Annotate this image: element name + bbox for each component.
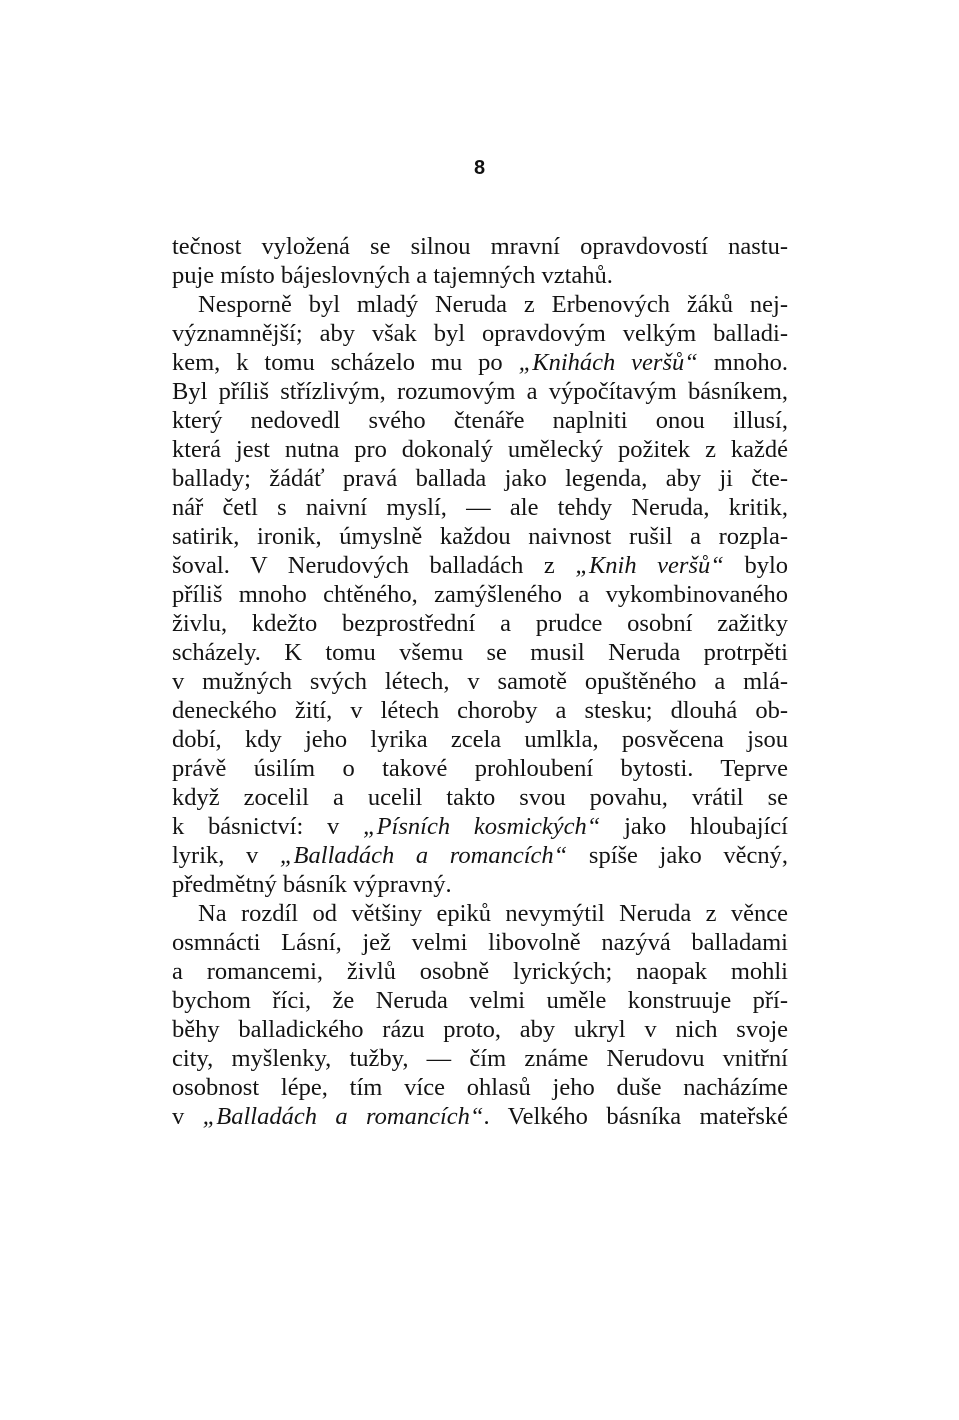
- text-line: ballady; žádáť pravá ballada jako legenda, aby ji čte-: [172, 465, 788, 492]
- book-title: „Knih veršů“: [575, 552, 724, 579]
- text-line: právě úsilím o takové prohloubení bytosti. Teprve: [172, 755, 788, 782]
- text-line: city, myšlenky, tužby, — čím známe Nerudovu vnitřní: [172, 1045, 788, 1072]
- text-line: živlu, kdežto bezprostřední a prudce osobní zažitky: [172, 610, 788, 637]
- text-line: když zocelil a ucelil takto svou povahu, vrátil se: [172, 784, 788, 811]
- text-line: satirik, ironik, úmyslně každou naivnost rušil a rozpla-: [172, 523, 788, 550]
- text-line: a romancemi, živlů osobně lyrických; naopak mohli: [172, 958, 788, 985]
- text-line: šoval. V Nerudových balladách z „Knih veršů“ bylo: [172, 552, 789, 579]
- text-line: kem, k tomu scházelo mu po „Knihách veršů“ mnoho.: [172, 349, 788, 376]
- text-line: k básnictví: v „Písních kosmických“ jako hloubající: [172, 813, 788, 840]
- text-line: osmnácti Lásní, jež velmi libovolně nazývá balladami: [172, 929, 788, 956]
- text-line: lyrik, v „Balladách a romancích“ spíše jako věcný,: [172, 842, 788, 869]
- text-line: významnější; aby však byl opravdovým velkým balladi-: [172, 320, 788, 347]
- book-title: „Písních kosmických“: [362, 813, 601, 840]
- text-line: který nedovedl svého čtenáře naplniti onou illusí,: [172, 407, 788, 434]
- text-line: příliš mnoho chtěného, zamýšleného a vykombinovaného: [172, 581, 788, 608]
- book-title: „Balladách a romancích“: [202, 1103, 484, 1130]
- text-line: bychom říci, že Neruda velmi uměle konstruuje pří-: [172, 987, 788, 1014]
- text-line: Byl příliš střízlivým, rozumovým a výpočítavým básníkem,: [172, 378, 788, 405]
- text-line: v mužných svých létech, v samotě opuštěného a mlá-: [172, 668, 788, 695]
- text-line: osobnost lépe, tím více ohlasů jeho duše nacházíme: [172, 1074, 788, 1101]
- body-text: [172, 232, 788, 1131]
- text-line: scházely. K tomu všemu se musil Neruda protrpěti: [172, 639, 788, 666]
- text-line: Na rozdíl od většiny epiků nevymýtil Neruda z věnce: [198, 900, 788, 927]
- text-line: dobí, kdy jeho lyrika zcela umlkla, posvěcena jsou: [172, 726, 788, 753]
- text-line: běhy balladického rázu proto, aby ukryl v nich svoje: [172, 1016, 788, 1043]
- text-line: v „Balladách a romancích“. Velkého básníka mateřské: [172, 1103, 788, 1130]
- text-line: předmětný básník výpravný.: [172, 871, 452, 898]
- text-line: deneckého žití, v létech choroby a stesku; dlouhá ob-: [172, 697, 788, 724]
- page-number: 8: [473, 157, 486, 179]
- text-line: puje místo bájeslovných a tajemných vztahů.: [172, 262, 613, 289]
- text-line: tečnost vyložená se silnou mravní opravdovostí nastu-: [172, 233, 788, 260]
- text-line: Nesporně byl mladý Neruda z Erbenových žáků nej-: [198, 291, 788, 318]
- book-title: „Balladách a romancích“: [279, 842, 568, 869]
- text-line: nář četl s naivní myslí, — ale tehdy Neruda, kritik,: [172, 494, 788, 521]
- book-title: „Knihách veršů“: [518, 349, 698, 376]
- text-line: která jest nutna pro dokonalý umělecký požitek z každé: [172, 436, 788, 463]
